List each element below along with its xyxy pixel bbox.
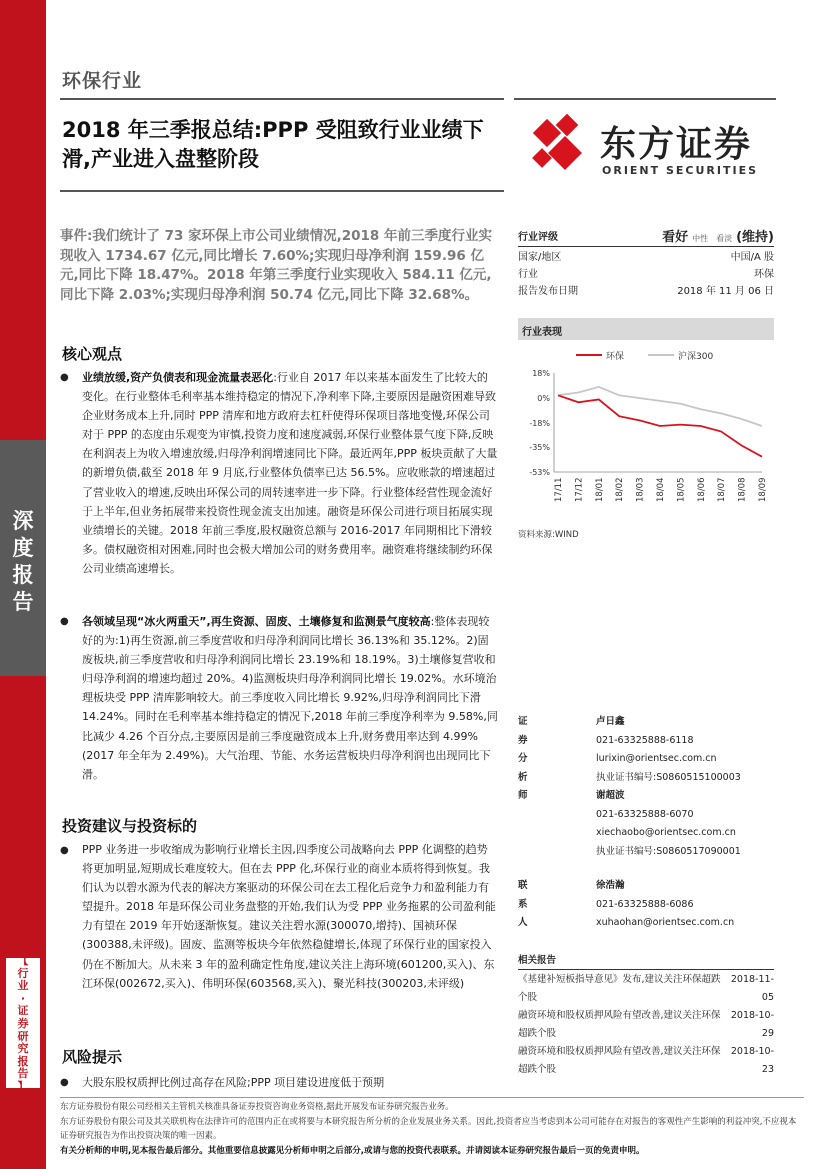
report-type-label: 深 度 报 告 bbox=[12, 509, 34, 614]
investment-heading: 投资建议与投资标的 bbox=[62, 817, 198, 835]
series-line-environment bbox=[558, 395, 762, 456]
rating-label: 行业评级 bbox=[518, 232, 558, 243]
info-value: 中国/A 股 bbox=[730, 252, 774, 263]
logo-name-cn: 东方证券 bbox=[600, 124, 753, 165]
analyst-email[interactable]: lurixin@orientsec.com.cn bbox=[596, 753, 717, 764]
core-point-2 bbox=[82, 612, 498, 784]
footer bbox=[60, 1100, 804, 1158]
analyst-cert: 执业证书编号:S0860515100003 bbox=[596, 771, 741, 783]
analyst-role: 证券分析师 bbox=[518, 716, 528, 801]
bullet-icon: ● bbox=[60, 845, 69, 856]
rating-table bbox=[518, 225, 774, 298]
analyst-phone: 021-63325888-6118 bbox=[596, 734, 694, 746]
related-item[interactable] bbox=[518, 1043, 774, 1078]
x-tick-label: 18/02 bbox=[615, 477, 626, 502]
rating-keep: (维持) bbox=[736, 230, 774, 245]
info-key: 国家/地区 bbox=[518, 252, 562, 263]
related-title[interactable]: 融资环境和股权质押风险有望改善,建议关注环保超跌个股 bbox=[518, 1046, 721, 1075]
report-title: 2018 年三季报总结:PPP 受阻致行业业绩下滑,产业进入盘整阶段 bbox=[62, 118, 484, 171]
core-point-1 bbox=[82, 368, 498, 578]
divider bbox=[60, 190, 504, 192]
rating-values bbox=[662, 226, 774, 245]
x-tick-label: 18/04 bbox=[656, 477, 666, 502]
x-tick-label: 18/07 bbox=[717, 477, 728, 502]
info-value: 环保 bbox=[754, 269, 774, 280]
x-tick-label: 18/06 bbox=[696, 477, 707, 502]
performance-chart bbox=[518, 343, 774, 523]
risk-text: 大股东股权质押比例过高存在风险;PPP 项目建设进度低于预期 bbox=[82, 1076, 385, 1089]
contact-phone: 021-63325888-6086 bbox=[596, 898, 694, 910]
related-date: 2018-10-29 bbox=[730, 1010, 774, 1039]
info-value: 2018 年 11 月 06 日 bbox=[677, 286, 774, 297]
analyst-email[interactable]: xiechaobo@orientsec.com.cn bbox=[596, 827, 736, 838]
logo-name-en: ORIENT SECURITIES bbox=[602, 164, 759, 177]
x-tick-label: 17/12 bbox=[574, 477, 585, 502]
series-line-csi300 bbox=[558, 387, 762, 426]
analyst-name: 卢日鑫 bbox=[596, 716, 625, 727]
footer-line: 东方证券股份有限公司经相关主管机关核准具备证券投资咨询业务资格,据此开展发布证券研究报告业务。 bbox=[60, 1102, 454, 1112]
related-date: 2018-10-23 bbox=[730, 1046, 774, 1075]
footer-divider bbox=[60, 1097, 804, 1098]
x-tick-label: 18/09 bbox=[758, 477, 768, 502]
category-label: 【 行 业 · 证 券 研 究 报 告 】 bbox=[17, 954, 29, 1093]
divider bbox=[60, 98, 504, 100]
info-row bbox=[518, 264, 774, 281]
rating-option: 看淡 bbox=[716, 234, 733, 243]
related-item[interactable] bbox=[518, 1007, 774, 1042]
contact-role: 联系人 bbox=[518, 880, 528, 928]
risk-heading: 风险提示 bbox=[62, 1048, 123, 1066]
rating-option: 中性 bbox=[692, 234, 709, 243]
core-point-1-text: :行业自 2017 年以来基本面发生了比较大的变化。在行业整体毛利率基本维持稳定的情况下,净利率下降,主要原因是融资困难导致企业财务成本上升,同时 PPP 清库和地方政府去杠杆使得环保项目落地变慢,环保公司对于 PPP 的态度由乐观变为审慎,投资力度和速度减弱,环保行业整体景气度下降,反映在利润表上为收入增速放缓,归母净利润增速同比下降。最近两年,PPP 板块贡献了大量的新增负债,截至 2018 年 9 月底,行业整体负债率已达 56.5%。应收账款的增速超过了营业收入的增速,反映出环保公司的周转速率进一步下降。行业整体经营性现金流好于上半年,但业务拓展带来投资性现金流支出加速。融资是环保公司进行项目拓展实现业绩增长的关键。2018 年前三季度,股权融资总额与 2016-2017 年同期相比下滑较多。债权融资相对困难,同时也会极大增加公司的财务费用率。融资难将继续制约环保公司业绩高速增长。 bbox=[82, 371, 498, 575]
x-tick-label: 18/03 bbox=[635, 477, 646, 502]
info-row bbox=[518, 281, 774, 298]
analyst-info bbox=[596, 713, 786, 861]
investment-text: PPP 业务进一步收缩成为影响行业增长主因,四季度公司战略向去 PPP 化调整的趋势将更加明显,短期成长难度较大。但在去 PPP 化,环保行业的商业本质将得到恢复。我们认为以碧水源为代表的解决方案驱动的环保公司在去工程化后竞争力和盈利能力有望提升。2018 年是环保公司业务盘整的开始,我们认为受 PPP 业务拖累的公司盈利能力有望在 2019 年开始逐渐恢复。建议关注碧水源(300070,增持)、国祯环保(300388,未评级)。固废、监测等板块今年依然稳健增长,体现了环保行业的国家投入仍在不断加大。从未来 3 年的盈利确定性角度,建议关注上海环境(601200,买入)、东江环保(002672,买入)、伟明环保(603568,买入)、聚光科技(300203,未评级) bbox=[82, 843, 496, 990]
related-title[interactable]: 融资环境和股权质押风险有望改善,建议关注环保超跌个股 bbox=[518, 1010, 721, 1039]
legend-label: 沪深300 bbox=[678, 352, 714, 362]
core-point-1-title: 业绩放缓,资产负债表和现金流量表恶化 bbox=[82, 371, 274, 384]
event-summary: 事件:我们统计了 73 家环保上市公司业绩情况,2018 年前三季度行业实现收入 1734.67 亿元,同比增长 7.60%;实现归母净利润 159.96 亿元,同比下降 18.47%。2018 年第三季度行业实现收入 584.11 亿元,同比下降 2.03%;实现归母净利润 50.74 亿元,同比下降 32.68%。 bbox=[60, 228, 492, 303]
related-date: 2018-11-05 bbox=[730, 974, 774, 1003]
y-tick-label: -53% bbox=[529, 468, 550, 477]
bullet-icon: ● bbox=[60, 1077, 69, 1088]
x-tick-label: 17/11 bbox=[554, 477, 564, 502]
legend-label: 环保 bbox=[606, 352, 625, 362]
logo-mark-icon bbox=[528, 114, 594, 180]
bullet-icon: ● bbox=[60, 372, 69, 383]
related-item[interactable] bbox=[518, 971, 774, 1006]
y-tick-label: -18% bbox=[529, 419, 550, 429]
x-tick-label: 18/08 bbox=[737, 477, 748, 502]
chart-source: 资料来源:WIND bbox=[518, 530, 579, 540]
analyst-name: 谢超波 bbox=[596, 790, 625, 801]
footer-disclaimer: 有关分析师的申明,见本报告最后部分。其他重要信息披露见分析师申明之后部分,或请与您的投资代表联系。并请阅读本证券研究报告最后一页的免责申明。 bbox=[60, 1145, 645, 1156]
analyst-phone: 021-63325888-6070 bbox=[596, 808, 694, 820]
contact-info bbox=[596, 877, 786, 933]
company-logo bbox=[528, 114, 788, 180]
info-key: 行业 bbox=[518, 269, 538, 280]
chart-title: 行业表现 bbox=[518, 318, 774, 340]
core-point-2-text: :整体表现较好的为:1)再生资源,前三季度营收和归母净利润同比增长 36.13%和 35.12%。2)固废板块,前三季度营收和归母净利润同比增长 23.19%和 18.19%。3)土壤修复营收和归母净利润的增速均超过 20%。4)监测板块归母净利润同比增长 19.02%。水环境治理板块受 PPP 清库影响较大。前三季度收入同比增长 9.92%,归母净利润同比下滑 14.24%。同时在毛利率基本维持稳定的情况下,2018 年前三季度净利率为 9.58%,同比减少 4.26 个百分点,主要原因是前三季度融资成本上升,财务费用率达到 4.99%(2017 年全年为 2.49%)。大气治理、节能、水务运营板块归母净利润也出现同比下滑。 bbox=[82, 615, 498, 781]
contact-email[interactable]: xuhaohan@orientsec.com.cn bbox=[596, 917, 735, 928]
rating-row bbox=[518, 225, 774, 247]
info-row bbox=[518, 247, 774, 264]
y-tick-label: -35% bbox=[529, 442, 550, 452]
related-reports bbox=[518, 952, 774, 1078]
related-title[interactable]: 《基建补短板指导意见》发布,建议关注环保超跌个股 bbox=[518, 974, 721, 1003]
divider bbox=[514, 98, 776, 100]
core-view-heading: 核心观点 bbox=[62, 345, 123, 363]
contact-name: 徐浩瀚 bbox=[596, 880, 625, 891]
x-tick-label: 18/05 bbox=[676, 477, 687, 502]
bullet-icon: ● bbox=[60, 616, 69, 627]
y-tick-label: 0% bbox=[537, 394, 550, 404]
core-point-2-title: 各领域呈现“冰火两重天”,再生资源、固废、土壤修复和监测景气度较高 bbox=[82, 615, 431, 628]
related-heading: 相关报告 bbox=[518, 952, 774, 970]
y-tick-label: 18% bbox=[532, 369, 550, 378]
industry-name: 环保行业 bbox=[62, 70, 143, 92]
analyst-cert: 执业证书编号:S0860517090001 bbox=[596, 845, 741, 857]
info-key: 报告发布日期 bbox=[518, 286, 578, 297]
rating-value: 看好 bbox=[662, 230, 689, 245]
footer-line: 东方证券股份有限公司及其关联机构在法律许可的范围内正在或将要与本研究报告所分析的企业发展业务关系。因此,投资者应当考虑到本公司可能存在对报告的客观性产生影响的利益冲突,不应视本证券研究报告为作出投资决策的唯一因素。 bbox=[60, 1116, 797, 1141]
x-tick-label: 18/01 bbox=[594, 477, 605, 502]
